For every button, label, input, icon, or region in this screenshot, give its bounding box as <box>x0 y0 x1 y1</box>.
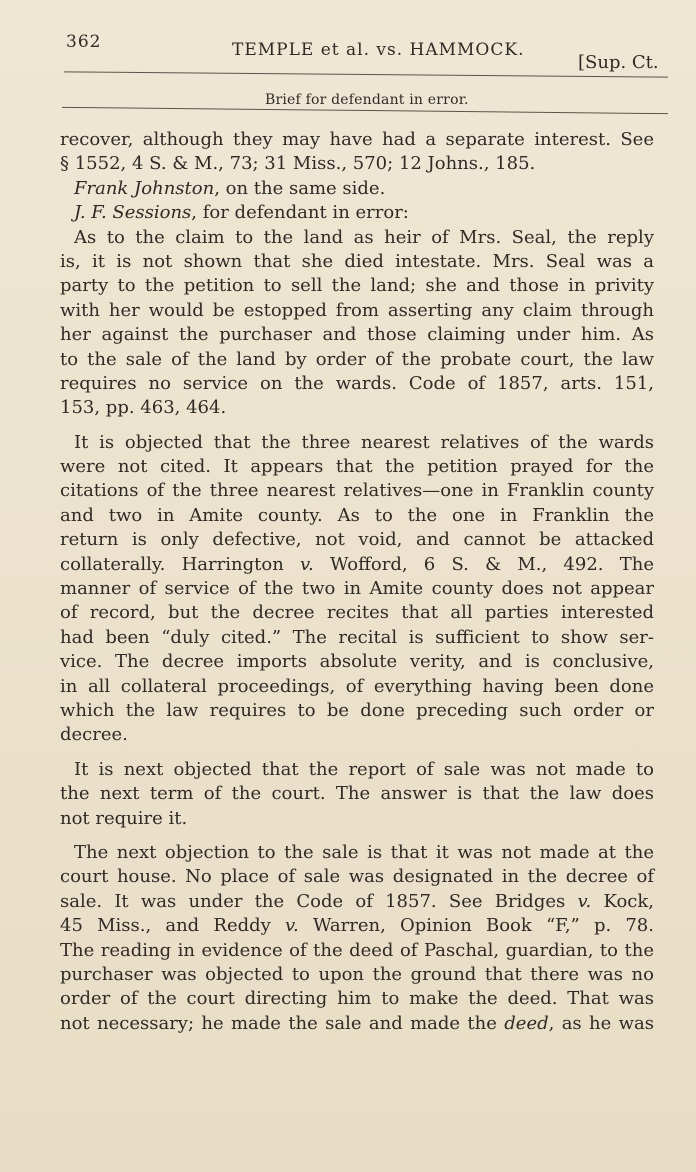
text-line: not necessary; he made the sale and made the deed, as he was <box>60 1012 654 1034</box>
text-line: were not cited. It appears that the petition prayed for the <box>60 456 654 478</box>
counsel-line <box>60 177 654 201</box>
text-line: purchaser was objected to upon the ground that there was no <box>60 963 654 985</box>
text-line: 45 Miss., and Reddy v. Warren, Opinion Book “F,” p. 78. <box>60 915 654 937</box>
text-line: in all collateral proceedings, of everything having been done <box>60 675 654 697</box>
text-line: had been “duly cited.” The recital is sufficient to show ser- <box>60 626 654 648</box>
page-number: 362 <box>66 32 102 52</box>
counsel-name: J. F. Sessions <box>74 202 192 224</box>
running-title: TEMPLE et al. vs. HAMMOCK. <box>232 40 525 60</box>
text-line: recover, although they may have had a separate interest. See <box>60 129 654 150</box>
paragraph-gap <box>60 831 654 841</box>
text-line: court house. No place of sale was designated in the decree of <box>60 866 654 888</box>
text-line: with her would be estopped from asserting any claim through <box>60 299 654 321</box>
text-line: decree. <box>60 724 128 746</box>
text-line: is, it is not shown that she died intestate. Mrs. Seal was a <box>60 250 654 272</box>
text-line: order of the court directing him to make the deed. That was <box>60 988 654 1010</box>
text-line: The next objection to the sale is that it was not made at the <box>74 841 654 863</box>
text-line: It is next objected that the report of sale was not made to <box>74 758 654 780</box>
counsel-rest: , for defendant in error: <box>191 202 409 224</box>
text-line: As to the claim to the land as heir of Mrs. Seal, the reply <box>74 226 654 248</box>
counsel-rest: , on the same side. <box>214 177 386 199</box>
text-line: not require it. <box>60 807 188 829</box>
text-line: The reading in evidence of the deed of Paschal, guardian, to the <box>60 939 654 961</box>
text-line: § 1552, 4 S. & M., 73; 31 Miss., 570; 12 Johns., 185. <box>60 153 536 175</box>
text-line: and two in Amite county. As to the one in Franklin the <box>60 504 654 526</box>
text-line: to the sale of the land by order of the probate court, the law <box>60 348 654 370</box>
text-line: manner of service of the two in Amite county does not appear <box>60 578 654 600</box>
counsel-line <box>60 201 654 225</box>
text-line: the next term of the court. The answer is that the law does <box>60 783 654 805</box>
text-line: return is only defective, not void, and cannot be attacked <box>60 529 654 551</box>
text-line: party to the petition to sell the land; she and those in privity <box>60 275 654 297</box>
text-line: It is objected that the three nearest relatives of the wards <box>74 431 654 453</box>
text-line: collaterally. Harrington v. Wofford, 6 S. & M., 492. The <box>60 553 654 575</box>
text-line: citations of the three nearest relatives—one in Franklin county <box>60 480 654 502</box>
text-line: sale. It was under the Code of 1857. See Bridges v. Kock, <box>60 890 654 912</box>
text-line: of record, but the decree recites that all parties interested <box>60 602 654 624</box>
counsel-name: Frank Johnston <box>74 177 215 199</box>
paragraph-gap <box>60 748 654 758</box>
text-line: requires no service on the wards. Code of 1857, arts. 151, <box>60 372 654 394</box>
court-label: [Sup. Ct. <box>578 52 659 73</box>
body-text <box>60 128 654 1036</box>
page-header <box>0 30 696 73</box>
text-line: vice. The decree imports absolute verity, and is conclusive, <box>60 651 654 673</box>
text-line: her against the purchaser and those claiming under him. As <box>60 324 654 346</box>
text-line: which the law requires to be done preceding such order or <box>60 699 654 721</box>
paragraph-gap <box>60 421 654 431</box>
brief-label: Brief for defendant in error. <box>265 92 469 108</box>
text-line: 153, pp. 463, 464. <box>60 397 227 419</box>
